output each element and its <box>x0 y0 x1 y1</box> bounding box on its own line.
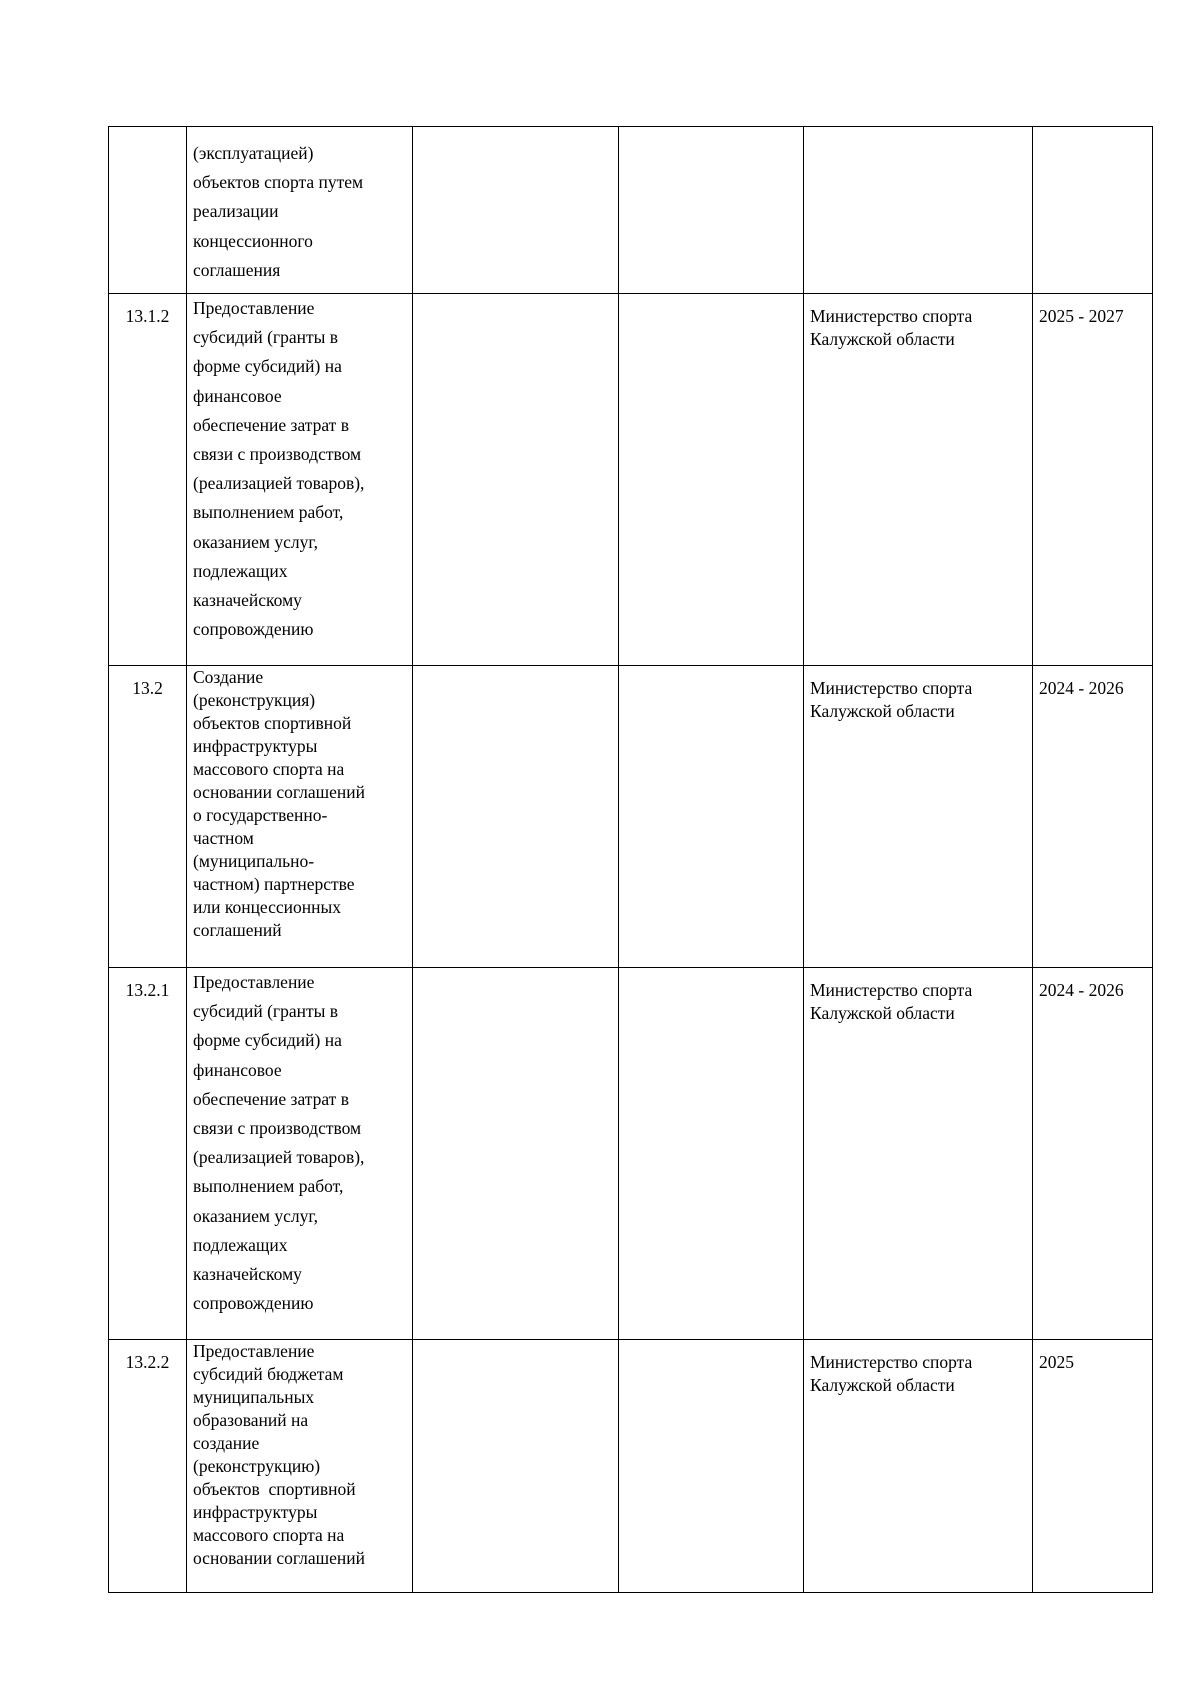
description-line: инфраструктуры <box>193 1502 318 1522</box>
description-line: объектов спорта путем <box>193 172 364 193</box>
description-line: казначейскому <box>193 590 302 611</box>
description-line: Предоставление <box>193 1341 315 1361</box>
description-line: выполнением работ, <box>193 1176 344 1197</box>
description-line: массового спорта на <box>193 1525 345 1545</box>
measure-description-cell <box>187 127 413 294</box>
org-line: Калужской области <box>810 1003 955 1023</box>
description-line: создание <box>193 1433 260 1453</box>
description-line: или концессионных <box>193 897 342 917</box>
description-line: частном <box>193 828 254 848</box>
empty-cell <box>413 127 619 294</box>
description-line: (эксплуатацией) <box>193 143 314 163</box>
description-line: (реконструкция) <box>193 690 316 710</box>
description-line: подлежащих <box>193 560 288 581</box>
empty-cell <box>413 1340 619 1593</box>
row-number-cell: 13.2.1 <box>109 968 187 1340</box>
description-line: (реализацией товаров), <box>193 1147 365 1168</box>
org-line: Калужской области <box>810 1375 955 1395</box>
description-line: (муниципально- <box>193 851 315 871</box>
table-row <box>109 666 1153 968</box>
description-line: инфраструктуры <box>193 736 318 756</box>
description-line: о государственно- <box>193 805 328 825</box>
years-cell: 2025 <box>1033 1340 1153 1593</box>
description-line: (реконструкцию) <box>193 1456 321 1476</box>
description-line: подлежащих <box>193 1234 288 1255</box>
description-line: субсидий бюджетам <box>193 1364 344 1384</box>
table-row <box>109 127 1153 294</box>
description-line: субсидий (гранты в <box>193 327 339 348</box>
description-line: финансовое <box>193 1059 282 1080</box>
table-row <box>109 294 1153 666</box>
empty-cell <box>619 968 804 1340</box>
row-number-cell: 13.1.2 <box>109 294 187 666</box>
org-line: Министерство спорта <box>810 678 973 698</box>
description-line: (реализацией товаров), <box>193 473 365 494</box>
years-cell: 2024 - 2026 <box>1033 968 1153 1340</box>
org-line: Министерство спорта <box>810 1352 973 1372</box>
description-line: Создание <box>193 667 264 687</box>
description-line: сопровождению <box>193 1293 314 1314</box>
description-line: реализации <box>193 201 279 222</box>
description-line: соглашений <box>193 920 282 940</box>
description-line: объектов спортивной <box>193 1479 356 1499</box>
empty-cell <box>619 127 804 294</box>
org-line: Калужской области <box>810 329 955 349</box>
description-line: концессионного <box>193 230 313 251</box>
description-line: связи с производством <box>193 1118 362 1139</box>
row-number-cell: 13.2.2 <box>109 1340 187 1593</box>
org-line: Калужской области <box>810 701 955 721</box>
empty-cell <box>413 294 619 666</box>
measure-description-cell <box>187 1340 413 1593</box>
description-line: сопровождению <box>193 619 314 640</box>
measures-table <box>108 126 1153 1593</box>
empty-cell <box>619 1340 804 1593</box>
row-number-cell <box>109 127 187 294</box>
years-cell <box>1033 127 1153 294</box>
description-line: основании соглашений <box>193 782 365 802</box>
org-line: Министерство спорта <box>810 980 973 1000</box>
description-line: обеспечение затрат в <box>193 414 349 435</box>
empty-cell <box>619 294 804 666</box>
description-line: Предоставление <box>193 298 315 318</box>
description-line: частном) партнерстве <box>193 874 355 894</box>
measure-description-cell <box>187 294 413 666</box>
description-line: объектов спортивной <box>193 713 352 733</box>
measure-description-cell <box>187 968 413 1340</box>
table-row <box>109 968 1153 1340</box>
description-line: соглашения <box>193 259 281 280</box>
empty-cell <box>413 666 619 968</box>
years-cell: 2025 - 2027 <box>1033 294 1153 666</box>
description-line: выполнением работ, <box>193 502 344 523</box>
description-line: казначейскому <box>193 1264 302 1285</box>
description-line: массового спорта на <box>193 759 345 779</box>
row-number-cell: 13.2 <box>109 666 187 968</box>
measure-description-cell <box>187 666 413 968</box>
empty-cell <box>413 968 619 1340</box>
description-line: связи с производством <box>193 444 362 465</box>
description-line: форме субсидий) на <box>193 356 342 377</box>
responsible-org-cell <box>804 127 1033 294</box>
years-cell: 2024 - 2026 <box>1033 666 1153 968</box>
description-line: оказанием услуг, <box>193 1205 318 1226</box>
description-line: субсидий (гранты в <box>193 1001 339 1022</box>
description-line: форме субсидий) на <box>193 1030 342 1051</box>
description-line: обеспечение затрат в <box>193 1088 349 1109</box>
description-line: образований на <box>193 1410 309 1430</box>
responsible-org-cell <box>804 1340 1033 1593</box>
description-line: муниципальных <box>193 1387 315 1407</box>
description-line: оказанием услуг, <box>193 531 318 552</box>
empty-cell <box>619 666 804 968</box>
responsible-org-cell <box>804 294 1033 666</box>
org-line: Министерство спорта <box>810 306 973 326</box>
responsible-org-cell <box>804 968 1033 1340</box>
description-line: Предоставление <box>193 972 315 992</box>
description-line: основании соглашений <box>193 1548 365 1568</box>
table-row <box>109 1340 1153 1593</box>
responsible-org-cell <box>804 666 1033 968</box>
description-line: финансовое <box>193 385 282 406</box>
